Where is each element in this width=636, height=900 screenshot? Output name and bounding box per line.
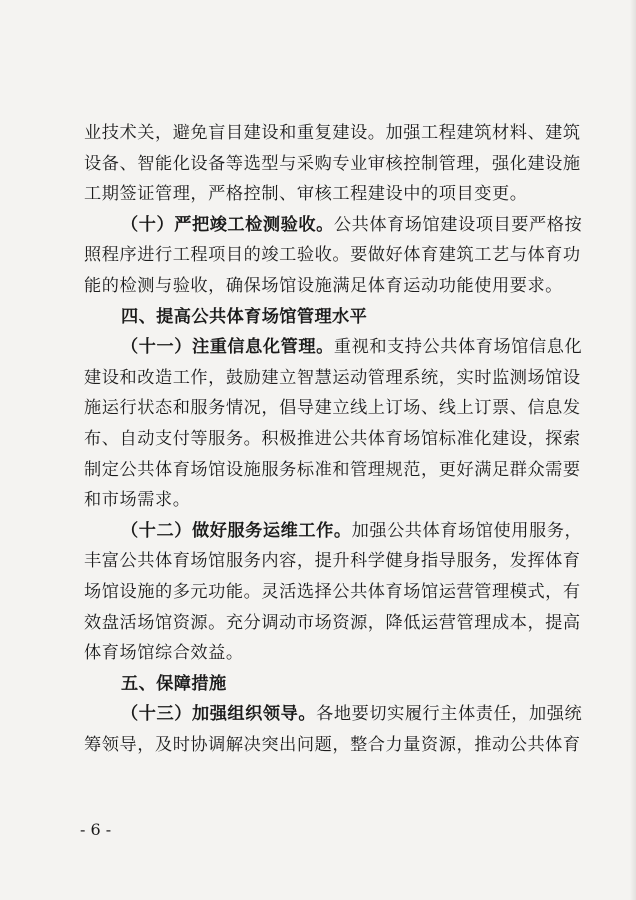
section-12-text: 加强公共体育场馆使用服务，: [351, 520, 583, 541]
heading-4: 四、提高公共体育场馆管理水平: [121, 306, 368, 327]
page-body: [84, 118, 583, 760]
scan-edge: [630, 0, 636, 900]
section-11-label: （十一）注重信息化管理。: [121, 337, 334, 358]
body-line: 布、自动支付等服务。积极推进公共体育场馆标准化建设，探索: [84, 428, 581, 449]
body-line: 场馆设施的多元功能。灵活选择公共体育场馆运营管理模式，有: [84, 581, 581, 602]
body-line: 工期签证管理，严格控制、审核工程建设中的项目变更。: [84, 184, 528, 205]
body-line: 业技术关，避免盲目建设和重复建设。加强工程建筑材料、建筑: [84, 123, 581, 143]
section-11-text: 重视和支持公共体育场馆信息化: [333, 337, 583, 358]
section-12-label: （十二）做好服务运维工作。: [121, 520, 352, 541]
section-11-first-line: [84, 332, 583, 363]
page-number: - 6 -: [80, 820, 112, 839]
section-10-first-line: [84, 210, 583, 241]
body-line: 设备、智能化设备等选型与采购专业审核控制管理，强化建设施: [84, 153, 581, 174]
heading-5: 五、保障措施: [121, 673, 227, 694]
body-line: 制定公共体育场馆设施服务标准和管理规范，更好满足群众需要: [84, 459, 581, 480]
body-line: 照程序进行工程项目的竣工验收。要做好体育建筑工艺与体育功: [84, 245, 581, 266]
body-line: 效盘活场馆资源。充分调动市场资源，降低运营管理成本，提高: [84, 612, 581, 633]
body-line: 筹领导，及时协调解决突出问题，整合力量资源，推动公共体育: [84, 734, 581, 755]
section-13-first-line: [84, 699, 583, 730]
body-line: 和市场需求。: [84, 490, 191, 511]
body-line: 丰富公共体育场馆服务内容，提升科学健身指导服务，发挥体育: [84, 551, 581, 572]
section-10-text: 公共体育场馆建设项目要严格按: [333, 214, 583, 235]
section-10-label: （十）严把竣工检测验收。: [121, 214, 334, 235]
body-line: 建设和改造工作，鼓励建立智慧运动管理系统，实时监测场馆设: [84, 367, 581, 388]
body-line: 能的检测与验收，确保场馆设施满足体育运动功能使用要求。: [84, 275, 563, 296]
section-12-first-line: [84, 516, 583, 547]
body-line: 体育场馆综合效益。: [84, 643, 244, 664]
section-13-label: （十三）加强组织领导。: [121, 704, 317, 725]
section-13-text: 各地要切实履行主体责任，加强统: [316, 704, 583, 725]
body-line: 施运行状态和服务情况，倡导建立线上订场、线上订票、信息发: [84, 398, 581, 419]
